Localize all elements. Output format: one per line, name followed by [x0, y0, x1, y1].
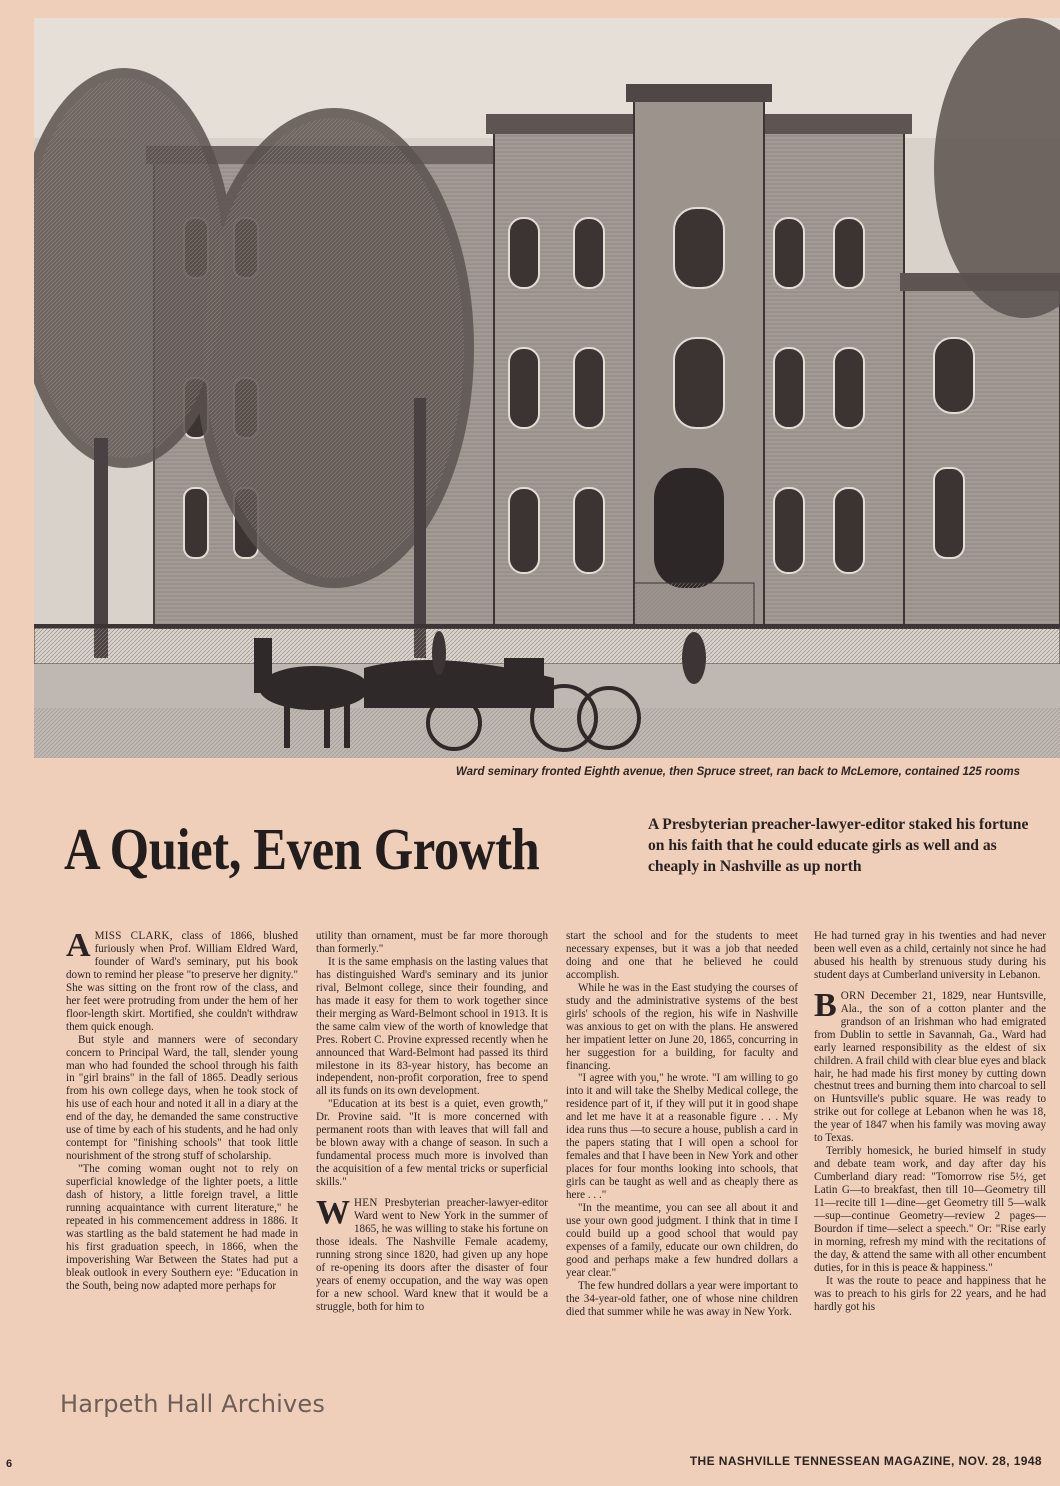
drop-cap: W — [316, 1194, 350, 1232]
lead-in: MISS CLARK, — [94, 930, 173, 942]
paragraph: It was the route to peace and happiness that he was to preach to his girls for 22 years, and he had hardly got his — [814, 1274, 1046, 1313]
paragraph: But style and manners were of secondary concern to Principal Ward, the tall, slender young man who had founded the school through his faith in "girl brains" in the fall of 1865. Deadly serious from his own college days, when he took stock of his use of each hour and noted it all in a diary at the end of the day, he demanded the same constructive use of time by each of his students, and he had only contempt for "finishing schools" that took little nourishment of the strong stuff of scholarship. — [66, 1033, 298, 1163]
paragraph: "In the meantime, you can see all about it and use your own good judgment. I think that in time I could build up a good school that would pay expenses of a family, educate our own children, do good and perhaps make a few hundred dollars a year clear." — [566, 1202, 798, 1279]
article-headline: A Quiet, Even Growth — [64, 816, 540, 882]
column-1 — [66, 930, 298, 1418]
paragraph-text: December 21, 1829, near Huntsville, Ala., the son of a cotton planter and the grandson of an Irishman who had emigrated from Dublin to settle in Savannah, Ga., Ward had early learned responsibility as the eldest of six children. A frail child with clear blue eyes and black hair, he had made his first money by cutting down chestnut trees and burning them into charcoal to sell on Huntsville's public square. He was ready to strike out for college at Lebanon when he was 18, the year of 1847 when his family was moving away to Texas. — [814, 989, 1046, 1145]
article-deck: A Presbyterian preacher-lawyer-editor staked his fortune on his faith that he could educate girls as well and as cheaply in Nashville as up north — [648, 816, 1029, 875]
lead-in: HEN — [354, 1197, 378, 1210]
archive-watermark: Harpeth Hall Archives — [60, 1390, 326, 1418]
paragraph: He had turned gray in his twenties and had never been well even as a child, certainly not since he had abused his health by strenuous study during his student days at Cumberland university in Lebanon. — [814, 930, 1046, 981]
paragraph: "Education at its best is a quiet, even growth," Dr. Provine said. "It is more concerned with permanent roots than with leaves that will fall and be blown away with a change of season. In such a fundamental process much more is involved than the acquisition of a few mental tricks or superficial skills." — [316, 1098, 548, 1189]
paragraph: start the school and for the students to meet necessary expenses, but it was a job that needed doing and one that he believed he could accomplish. — [566, 930, 798, 981]
column-2 — [316, 930, 548, 1418]
ward-seminary-illustration — [34, 18, 1060, 758]
paragraph — [316, 1194, 548, 1314]
column-3 — [566, 930, 798, 1418]
lead-in: ORN — [840, 989, 866, 1002]
paragraph: The few hundred dollars a year were important to the 34-year-old father, one of whose nine children died that summer while he was away in New York. — [566, 1279, 798, 1318]
page-number: 6 — [6, 1458, 13, 1470]
drop-cap: A — [66, 930, 91, 964]
article-body — [0, 930, 1060, 1420]
paragraph: Terribly homesick, he buried himself in study and debate team work, and day after day his Cumberland diary read: "Tomorrow rise 5½, get Latin G—to breakfast, then till 10—Geometry till 11—recite till 1—dine—get Geometry till 5—walk—sup—continue Geometry—review 2 pages—Bourdon if time—select a speech." Or: "Rise early in morning, refresh my mind with the recitations of the day, & attend the same with all other encumbent duties, for in this is peace & happiness." — [814, 1145, 1046, 1274]
illustration-caption: Ward seminary fronted Eighth avenue, then Spruce street, ran back to McLemore, contained 125 rooms — [455, 766, 1020, 778]
paragraph: utility than ornament, must be far more thorough than formerly." — [316, 930, 548, 955]
paragraph — [814, 986, 1046, 1145]
publication-footer: THE NASHVILLE TENNESSEAN MAGAZINE, NOV. 28, 1948 — [689, 1454, 1042, 1468]
column-4 — [814, 930, 1046, 1418]
drop-cap: B — [814, 986, 837, 1024]
paragraph: "I agree with you," he wrote. "I am willing to go into it and will take the Shelby Medical college, the residence part of it, if they will put it in good shape and let me have it at a reasonable figure . . . My idea runs thus —to secure a house, publish a card in the papers stating that I will open a school for females and that I have been in New York and other places for four months looking into schools, that girls can be taught as well and as cheaply there as here . . ." — [566, 1072, 798, 1202]
paragraph: It is the same emphasis on the lasting values that has distinguished Ward's seminary and its junior rival, Belmont college, since their founding, and has made it easy for them to work together since their merging as Ward-Belmont school in 1913. It is the same calm view of the worth of knowledge that Pres. Robert C. Provine expressed recently when he announced that Ward-Belmont had passed its third milestone in its 83-year history, has become an independent, non-profit corporation, free to spend all its funds on its own development. — [316, 955, 548, 1098]
paragraph-text: class of 1866, blushed furiously when Prof. William Eldred Ward, founder of Ward's seminary, put his book down to remind her please "to preserve her dignity." She was sitting on the front row of the class, and her feet were protruding from under the hem of her floor-length skirt. Mortified, she couldn't withdraw them quick enough. — [66, 930, 298, 1033]
paragraph: While he was in the East studying the courses of study and the administrative systems of the best girls' schools of the region, his wife in Nashville was anxious to get on with the plans. He answered her impatient letter on June 20, 1865, concurring in her suggestion for a building, for faculty and financing. — [566, 981, 798, 1072]
paragraph-text: Presbyterian preacher-lawyer-editor Ward went to New York in the summer of 1865, he was willing to stake his fortune on those ideals. The Nashville Female academy, running strong since 1820, had given up any hope of re-opening its doors after the disaster of four years of enemy occupation, and the way was open for a new school. Ward knew that it would be a struggle, both for him to — [316, 1197, 548, 1313]
building-engraving-icon — [34, 18, 1060, 758]
paragraph: "The coming woman ought not to rely on superficial knowledge of the lighter poets, a little dash of history, a little foreign travel, a little running acquaintance with current literature," he repeated in his commencement address in 1886. It was startling as the bald statement he had made in his first graduation speech, in 1866, when the impoverishing War Between the States had put a bleak outlook in every Southern eye: "Education in the South, being now adapted more perhaps for — [66, 1163, 298, 1292]
paragraph — [66, 930, 298, 1034]
